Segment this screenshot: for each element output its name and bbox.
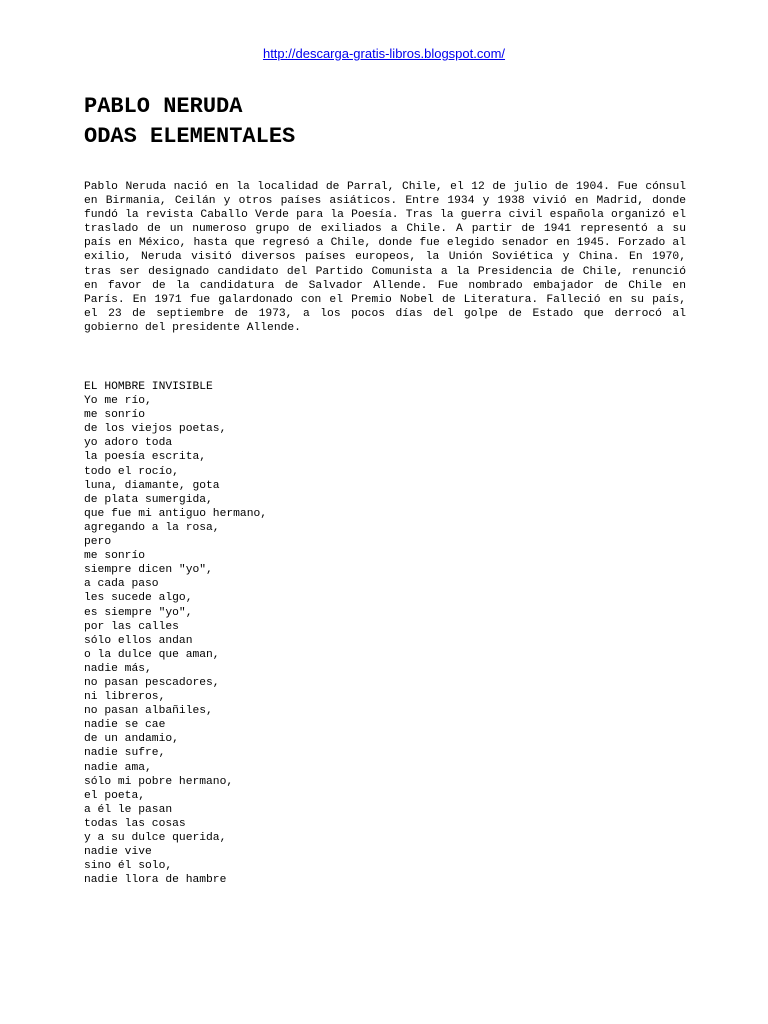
- poem-line: nadie más,: [84, 662, 152, 675]
- poem-line: nadie llora de hambre: [84, 874, 227, 887]
- poem-line: pero: [84, 536, 112, 549]
- title-block: [84, 92, 295, 152]
- poem-line: todo el rocío,: [84, 465, 179, 478]
- poem-line: sino él solo,: [84, 860, 173, 873]
- biography-paragraph: Pablo Neruda nació en la localidad de Parral, Chile, el 12 de julio de 1904. Fue cónsul en Birmania, Ceilán y otros países asiáticos. Entre 1934 y 1938 vivió en Madrid, donde fundó la revista Caballo Verde para la Poesía. Tras la guerra civil española organizó el traslado de un numeroso grupo de exiliados a Chile. A partir de 1941 representó a su país en México, hasta que regresó a Chile, donde fue elegido senador en 1945. Forzado al exilio, Neruda visitó diversos países europeos, la Unión Soviética y China. En 1970, tras ser designado candidato del Partido Comunista a la Presidencia de Chile, renunció en favor de la candidatura de Salvador Allende. Fue nombrado embajador de Chile en París. En 1971 fue galardonado con el Premio Nobel de Literatura. Falleció en su país, el 23 de septiembre de 1973, a los pocos días del golpe de Estado que derrocó al gobierno del presidente Allende.: [84, 181, 686, 334]
- poem-line: nadie vive: [84, 846, 152, 859]
- poem-line: de un andamio,: [84, 733, 179, 746]
- poem-line: nadie se cae: [84, 719, 166, 732]
- poem-line: no pasan pescadores,: [84, 676, 220, 689]
- poem-line: que fue mi antiguo hermano,: [84, 507, 268, 520]
- poem-line: el poeta,: [84, 789, 146, 802]
- poem-line: sólo ellos andan: [84, 634, 193, 647]
- source-link[interactable]: http://descarga-gratis-libros.blogspot.com/: [262, 46, 506, 61]
- poem-line: nadie ama,: [84, 761, 152, 774]
- poem-line: es siempre "yo",: [84, 606, 193, 619]
- poem-line: no pasan albañiles,: [84, 705, 213, 718]
- poem-title: EL HOMBRE INVISIBLE: [84, 381, 213, 393]
- poem-line: agregando a la rosa,: [84, 521, 220, 534]
- poem-line: luna, diamante, gota: [84, 479, 220, 492]
- author-title: PABLO NERUDA: [84, 94, 243, 119]
- poem-line: por las calles: [84, 620, 179, 633]
- poem-line: y a su dulce querida,: [84, 832, 227, 844]
- poem-lines: [84, 394, 267, 887]
- poem-line: a él le pasan: [84, 803, 173, 816]
- poem-line: les sucede algo,: [84, 592, 193, 605]
- book-title: ODAS ELEMENTALES: [84, 124, 296, 149]
- poem: [84, 380, 267, 887]
- poem-line: ni libreros,: [84, 691, 166, 704]
- poem-line: Yo me río,: [84, 395, 152, 408]
- poem-line: me sonrío: [84, 550, 146, 563]
- poem-line: nadie sufre,: [84, 747, 166, 760]
- poem-line: siempre dicen "yo",: [84, 564, 213, 577]
- poem-line: de plata sumergida,: [84, 493, 213, 506]
- poem-line: sólo mi pobre hermano,: [84, 775, 234, 788]
- poem-line: yo adoro toda: [84, 437, 173, 450]
- poem-line: de los viejos poetas,: [84, 423, 227, 436]
- poem-line: o la dulce que aman,: [84, 648, 220, 661]
- poem-line: me sonrío: [84, 409, 146, 422]
- poem-line: todas las cosas: [84, 817, 186, 830]
- poem-line: la poesía escrita,: [84, 451, 207, 464]
- poem-line: a cada paso: [84, 578, 159, 591]
